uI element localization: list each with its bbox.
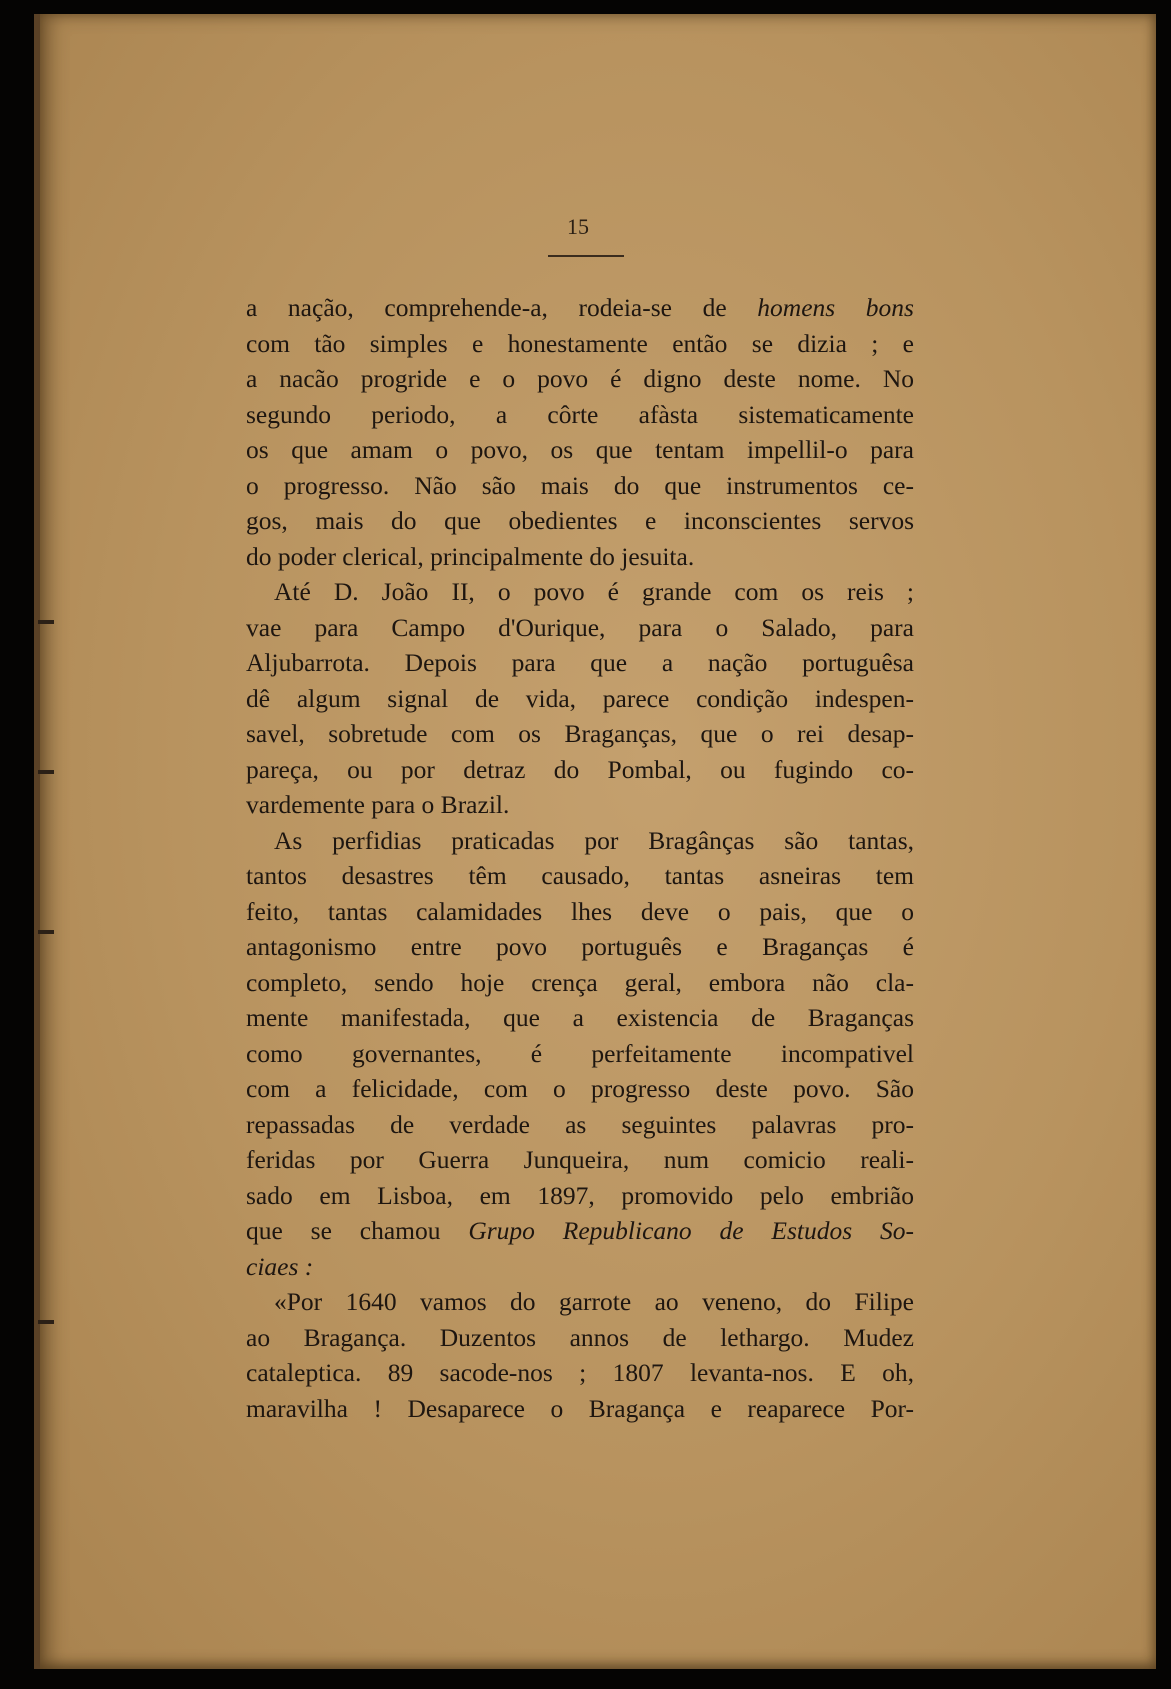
book-page (34, 14, 1156, 1669)
text-line: mente manifestada, que a existencia de Braganças (246, 1003, 914, 1032)
text-line: com tão simples e honestamente então se dizia ; e (246, 328, 914, 358)
text-line: dê algum signal de vida, parece condição indespen- (246, 683, 914, 713)
text-line: segundo periodo, a côrte afàsta sistematicamente (246, 399, 914, 429)
text-line: os que amam o povo, os que tentam impellil-o para (246, 435, 914, 464)
text-line: savel, sobretude com os Braganças, que o rei desap- (246, 719, 914, 748)
text-line: completo, sendo hoje crença geral, embora não cla- (246, 967, 914, 997)
text-line: que se chamou Grupo Republicano de Estudos So- (246, 1216, 915, 1245)
page-number: 15 (567, 214, 589, 239)
binding-stitch (38, 930, 54, 934)
italic-text: Grupo Republicano de Estudos So- (468, 1216, 915, 1245)
text-line: As perfidias praticadas por Bragânças são tantas, (274, 825, 914, 855)
text-line: vae para Campo d'Ourique, para o Salado, para (246, 612, 914, 642)
text-line: pareça, ou por detraz do Pombal, ou fugindo co- (246, 754, 914, 784)
text-line: repassadas de verdade as seguintes palavras pro- (246, 1109, 914, 1139)
text-line: a nacão progride e o povo é digno deste nome. No (246, 364, 914, 393)
text-line: cataleptica. 89 sacode-nos ; 1807 levanta-nos. E oh, (246, 1358, 914, 1387)
text-line: Aljubarrota. Depois para que a nação portuguêsa (246, 648, 914, 677)
text-line: feito, tantas calamidades lhes deve o pais, que o (246, 896, 914, 926)
binding-stitch (38, 770, 54, 774)
text-line: como governantes, é perfeitamente incompativel (246, 1038, 914, 1068)
text-line: Até D. João II, o povo é grande com os reis ; (274, 577, 914, 606)
text-line: feridas por Guerra Junqueira, num comicio reali- (246, 1145, 914, 1174)
italic-text: ciaes : (246, 1251, 314, 1281)
text-line: o progresso. Não são mais do que instrumentos ce- (246, 470, 914, 500)
text-line: maravilha ! Desaparece o Bragança e reaparece Por- (246, 1393, 914, 1423)
text-line: vardemente para o Brazil. (246, 790, 510, 819)
text-line: sado em Lisboa, em 1897, promovido pelo embrião (246, 1180, 914, 1210)
text-line (246, 1249, 914, 1285)
text-line: gos, mais do que obedientes e inconscientes servos (246, 506, 914, 535)
italic-text: homens bons (757, 293, 914, 322)
text-line: tantos desastres têm causado, tantas asneiras tem (246, 861, 914, 890)
text-line: ao Bragança. Duzentos annos de lethargo. Mudez (246, 1322, 914, 1352)
header-rule (548, 255, 624, 257)
binding-stitch (38, 620, 54, 624)
body-text (246, 290, 914, 1426)
text-line: a nação, comprehende-a, rodeia-se de homens bons (246, 293, 914, 322)
text-line: com a felicidade, com o progresso deste povo. São (246, 1074, 914, 1103)
text-line: antagonismo entre povo português e Braganças é (246, 932, 914, 961)
text-line: do poder clerical, principalmente do jesuita. (246, 541, 695, 571)
binding-stitch (38, 1320, 54, 1324)
text-line: «Por 1640 vamos do garrote ao veneno, do Filipe (274, 1287, 914, 1316)
